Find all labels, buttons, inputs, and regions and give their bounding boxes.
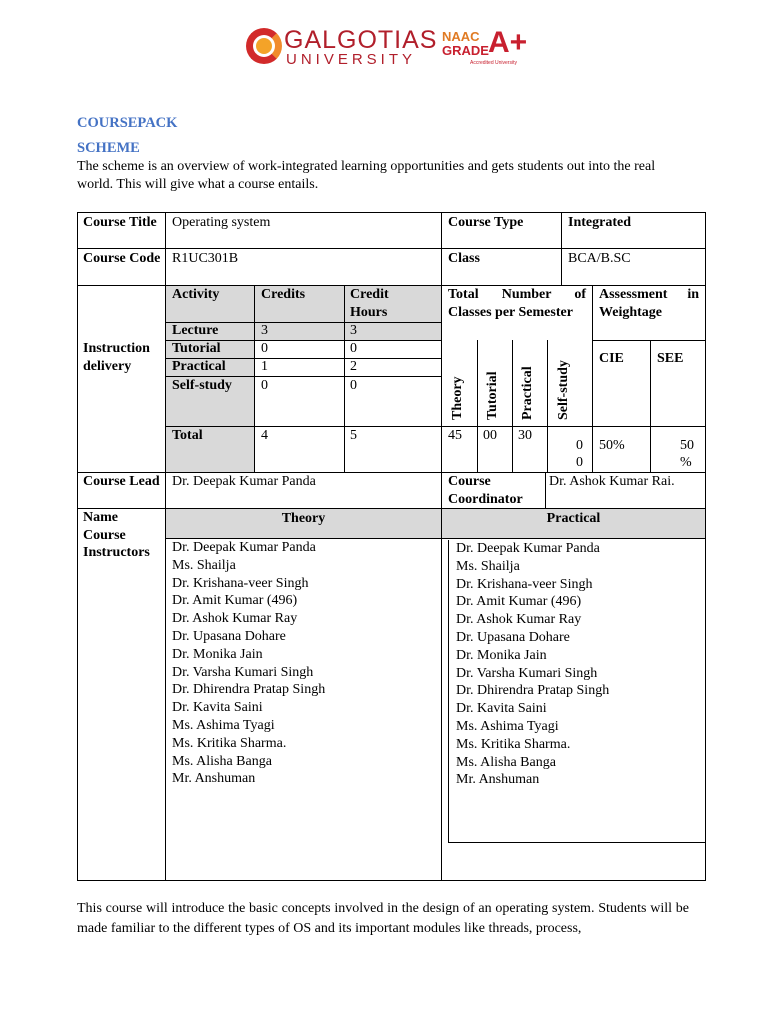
coordinator-value: Dr. Ashok Kumar Rai. (549, 474, 675, 489)
activity-credits: 3 (261, 323, 268, 338)
list-item: Dr. Upasana Dohare (172, 628, 286, 644)
activity-hours: 2 (350, 359, 357, 374)
instruction-delivery-label: Instruction delivery (83, 341, 150, 374)
list-item: Dr. Dhirendra Pratap Singh (456, 683, 610, 699)
course-lead-value: Dr. Deepak Kumar Panda (172, 474, 316, 489)
list-item: Dr. Kavita Saini (172, 700, 263, 716)
total-classes-label: Total Number of Classes per Semester (448, 287, 586, 320)
list-item: Ms. Ashima Tyagi (456, 718, 559, 734)
course-code-value: R1UC301B (172, 251, 239, 266)
list-item: Dr. Varsha Kumari Singh (456, 665, 598, 681)
class-value: BCA/B.SC (568, 251, 631, 266)
activity-name: Tutorial (172, 341, 221, 356)
total-label: Total (172, 428, 203, 443)
cie-value: 50% (599, 438, 625, 453)
logo-mark-center (256, 38, 272, 54)
list-item: Mr. Anshuman (456, 772, 540, 788)
theory-count: 45 (448, 428, 462, 443)
grade-label: GRADE (442, 43, 489, 58)
course-code-label: Course Code (83, 251, 161, 266)
list-item: Ms. Shailja (172, 557, 236, 573)
logo-subtitle: UNIVERSITY (286, 51, 417, 68)
see-value: 50 (680, 438, 694, 453)
activity-header: Activity (172, 287, 220, 302)
list-item: Dr. Varsha Kumari Singh (172, 664, 314, 680)
coordinator-label: Course Coordinator (448, 474, 523, 507)
list-item: Dr. Dhirendra Pratap Singh (172, 682, 326, 698)
see-label: SEE (657, 351, 684, 366)
list-item: Ms. Alisha Banga (456, 754, 556, 770)
coursepack-heading: COURSEPACK (77, 115, 178, 131)
logo-name: GALGOTIAS (284, 26, 438, 54)
course-lead-label: Course Lead (83, 474, 160, 489)
list-item: Dr. Amit Kumar (496) (172, 593, 298, 609)
list-item: Dr. Ashok Kumar Ray (456, 612, 582, 628)
total-hours: 5 (350, 428, 357, 443)
self-study-count-wrap: 0 (576, 455, 583, 470)
grade-value: A+ (488, 26, 528, 59)
activity-name: Self-study (172, 378, 232, 393)
credits-header: Credits (261, 287, 306, 302)
list-item: Dr. Krishana-veer Singh (172, 575, 309, 591)
self-study-col-label: Self-study (556, 360, 571, 420)
course-type-value: Integrated (568, 215, 631, 230)
university-logo (246, 28, 526, 70)
theory-col-label: Theory (450, 376, 465, 420)
cie-label: CIE (599, 351, 624, 366)
practical-header: Practical (546, 511, 601, 526)
list-item: Dr. Kavita Saini (456, 701, 547, 717)
activity-name: Lecture (172, 323, 219, 338)
activity-hours: 3 (350, 323, 357, 338)
self-study-count: 0 (576, 438, 583, 453)
outro-paragraph: This course will introduce the basic concepts involved in the design of an operating system. Students will be made familiar to the different types of OS and its important modules like threads, process, (77, 901, 689, 936)
intro-paragraph: The scheme is an overview of work-integrated learning opportunities and gets students out into the real world. This will give what a course entails. (77, 159, 656, 192)
activity-hours: 0 (350, 341, 357, 356)
instructors-label: Name Course Instructors (83, 510, 150, 560)
class-label: Class (448, 251, 480, 266)
list-item: Dr. Amit Kumar (496) (456, 594, 582, 610)
activity-credits: 0 (261, 378, 268, 393)
practical-col-label: Practical (520, 366, 535, 420)
list-item: Dr. Deepak Kumar Panda (456, 541, 600, 556)
assessment-label: Assessment in Weightage (599, 287, 699, 320)
practical-count: 30 (518, 428, 532, 443)
course-type-label: Course Type (448, 215, 524, 230)
naac-label: NAAC (442, 29, 480, 44)
activity-hours: 0 (350, 378, 357, 393)
list-item: Ms. Kritika Sharma. (172, 735, 287, 751)
list-item: Dr. Monika Jain (456, 647, 547, 663)
list-item: Dr. Ashok Kumar Ray (172, 611, 298, 627)
activity-credits: 0 (261, 341, 268, 356)
credit-hours-header: Credit Hours (350, 287, 389, 320)
list-item: Dr. Monika Jain (172, 646, 263, 662)
accredited-label: Accredited University (470, 60, 517, 66)
tutorial-col-label: Tutorial (485, 371, 500, 420)
see-value-wrap: % (680, 455, 692, 470)
list-item: Dr. Deepak Kumar Panda (172, 540, 316, 555)
theory-instructor-list (172, 539, 325, 788)
practical-instructor-list (456, 540, 609, 789)
list-item: Ms. Shailja (456, 558, 520, 574)
list-item: Ms. Ashima Tyagi (172, 717, 275, 733)
total-credits: 4 (261, 428, 268, 443)
tutorial-count: 00 (483, 428, 497, 443)
list-item: Dr. Upasana Dohare (456, 629, 570, 645)
activity-name: Practical (172, 359, 226, 374)
activity-credits: 1 (261, 359, 268, 374)
list-item: Ms. Alisha Banga (172, 753, 272, 769)
theory-header: Theory (281, 511, 326, 526)
scheme-heading: SCHEME (77, 140, 140, 156)
course-title-label: Course Title (83, 215, 157, 230)
course-title-value: Operating system (172, 215, 271, 230)
list-item: Dr. Krishana-veer Singh (456, 576, 593, 592)
list-item: Mr. Anshuman (172, 771, 256, 787)
list-item: Ms. Kritika Sharma. (456, 736, 571, 752)
